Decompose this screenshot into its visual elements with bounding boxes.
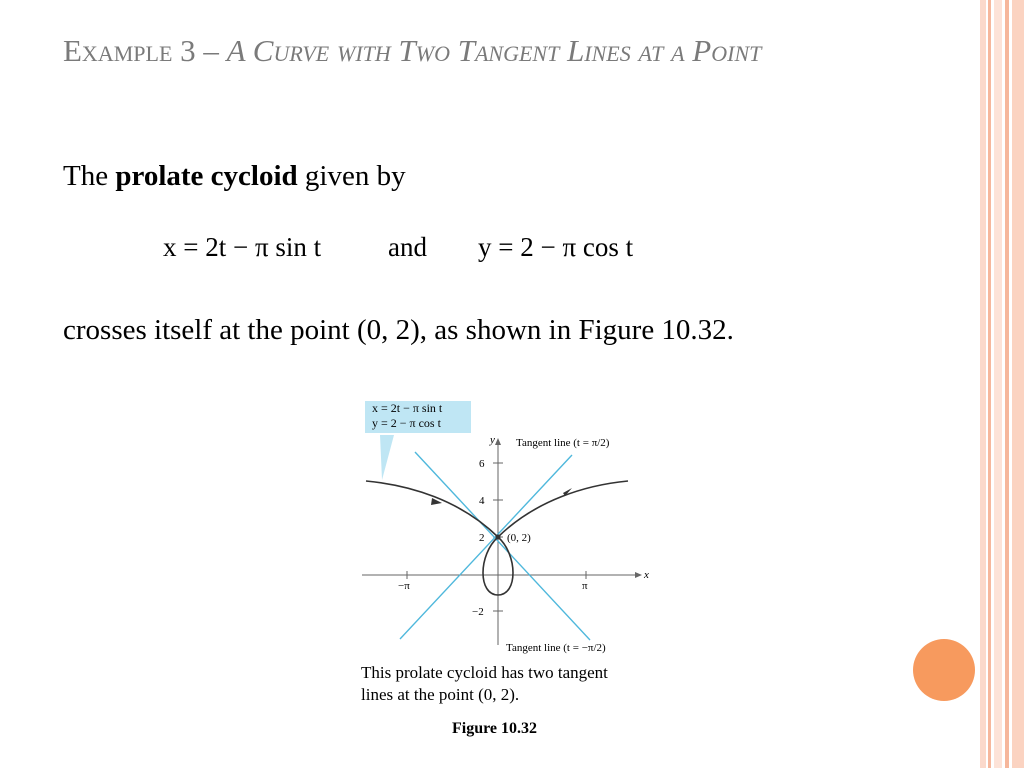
equation-callout (365, 401, 471, 433)
right-stripe-1 (980, 0, 986, 768)
tick-label-6: 6 (479, 458, 485, 470)
tick-label-pi: π (582, 580, 588, 592)
equation-y: y = 2 − π cos t (478, 232, 634, 262)
label-y-axis: y (490, 434, 495, 446)
slide-title (63, 30, 923, 72)
callout-line-x: x = 2t − π sin t (372, 401, 443, 415)
intro-after: given by (297, 160, 406, 192)
tick-label-2: 2 (479, 532, 485, 544)
intro-before: The (63, 160, 116, 192)
tick-label-mpi: −π (398, 580, 410, 592)
label-x-axis: x (644, 569, 649, 581)
point-label: (0, 2) (507, 532, 531, 544)
x-axis-arrow (635, 572, 642, 578)
callout-line-y: y = 2 − π cos t (372, 416, 441, 430)
crossing-point (496, 535, 501, 540)
intro-paragraph (63, 160, 406, 193)
figure-graph (360, 395, 670, 660)
figure-label: Figure 10.32 (452, 720, 538, 737)
body-paragraph: crosses itself at the point (0, 2), as shown in Figure 10.32. (63, 314, 734, 346)
right-stripe-4 (1005, 0, 1009, 768)
figure-caption: This prolate cycloid has two tangent lines at the point (0, 2). (361, 663, 608, 704)
tangent-label-top: Tangent line (t = π/2) (516, 437, 610, 449)
tick-label-m2: −2 (472, 606, 484, 618)
y-axis-arrow (495, 438, 501, 445)
callout-pointer (380, 435, 394, 480)
tangent-line-negative (415, 452, 590, 640)
title-italic: A Curve with Two Tangent Lines at a Point (226, 33, 762, 68)
equation-x: x = 2t − π sin t (163, 232, 322, 262)
decorative-orange-circle (913, 639, 975, 701)
right-stripe-3 (994, 0, 1002, 768)
equation-and: and (388, 232, 427, 262)
tangent-label-bottom: Tangent line (t = −π/2) (506, 642, 606, 654)
tangent-line-positive (400, 455, 572, 639)
title-prefix: Example 3 – (63, 33, 227, 68)
intro-bold-term: prolate cycloid (115, 160, 298, 192)
tick-label-4: 4 (479, 495, 485, 507)
right-stripe-2 (988, 0, 991, 768)
right-stripe-5 (1012, 0, 1024, 768)
